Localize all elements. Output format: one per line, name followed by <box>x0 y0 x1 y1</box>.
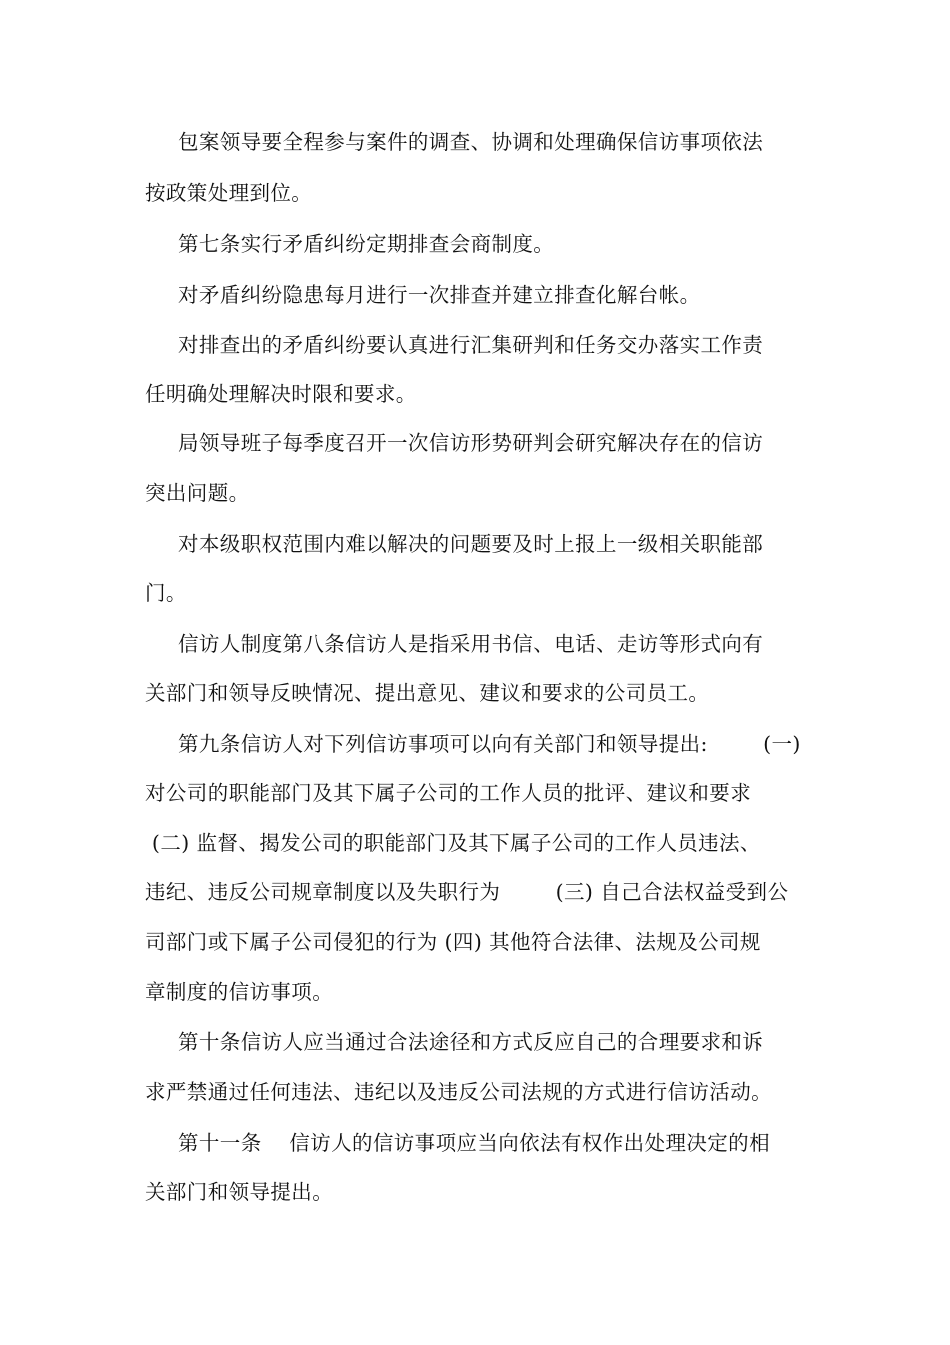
paragraph-line: 求严禁通过任何违法、违纪以及违反公司法规的方式进行信访活动。 <box>145 1080 772 1104</box>
paragraph-line: 包案领导要全程参与案件的调查、协调和处理确保信访事项依法 <box>178 130 764 154</box>
paragraph-line: 第十条信访人应当通过合法途径和方式反应自己的合理要求和诉 <box>178 1030 764 1054</box>
paragraph-line: 对矛盾纠纷隐患每月进行一次排查并建立排查化解台帐。 <box>178 283 701 307</box>
paragraph-line: 对本级职权范围内难以解决的问题要及时上报上一级相关职能部 <box>178 532 764 556</box>
paragraph-line: 门。 <box>145 581 187 605</box>
paragraph-line: 突出问题。 <box>145 481 250 505</box>
paragraph-line: 章制度的信访事项。 <box>145 980 334 1004</box>
paragraph-line: 对排查出的矛盾纠纷要认真进行汇集研判和任务交办落实工作责 <box>178 333 764 357</box>
paragraph-line: 第七条实行矛盾纠纷定期排查会商制度。 <box>178 232 555 256</box>
paragraph-line: 局领导班子每季度召开一次信访形势研判会研究解决存在的信访 <box>178 431 764 455</box>
paragraph-line: 对公司的职能部门及其下属子公司的工作人员的批评、建议和要求 <box>145 781 752 805</box>
paragraph-line: 关部门和领导反映情况、提出意见、建议和要求的公司员工。 <box>145 681 710 705</box>
paragraph-line: 信访人制度第八条信访人是指采用书信、电话、走访等形式向有 <box>178 632 764 656</box>
paragraph-line: 司部门或下属子公司侵犯的行为 (四) 其他符合法律、法规及公司规 <box>145 930 761 954</box>
paragraph-line: 关部门和领导提出。 <box>145 1180 334 1204</box>
paragraph-line: 第十一条 信访人的信访事项应当向依法有权作出处理决定的相 <box>178 1131 770 1155</box>
paragraph-line: 违纪、违反公司规章制度以及失职行为 (三) 自己合法权益受到公 <box>145 880 789 904</box>
paragraph-line: (二) 监督、揭发公司的职能部门及其下属子公司的工作人员违法、 <box>145 831 761 855</box>
paragraph-line: 按政策处理到位。 <box>145 181 313 205</box>
paragraph-line: 任明确处理解决时限和要求。 <box>145 382 417 406</box>
paragraph-line: 第九条信访人对下列信访事项可以向有关部门和领导提出: (一) <box>178 732 801 756</box>
